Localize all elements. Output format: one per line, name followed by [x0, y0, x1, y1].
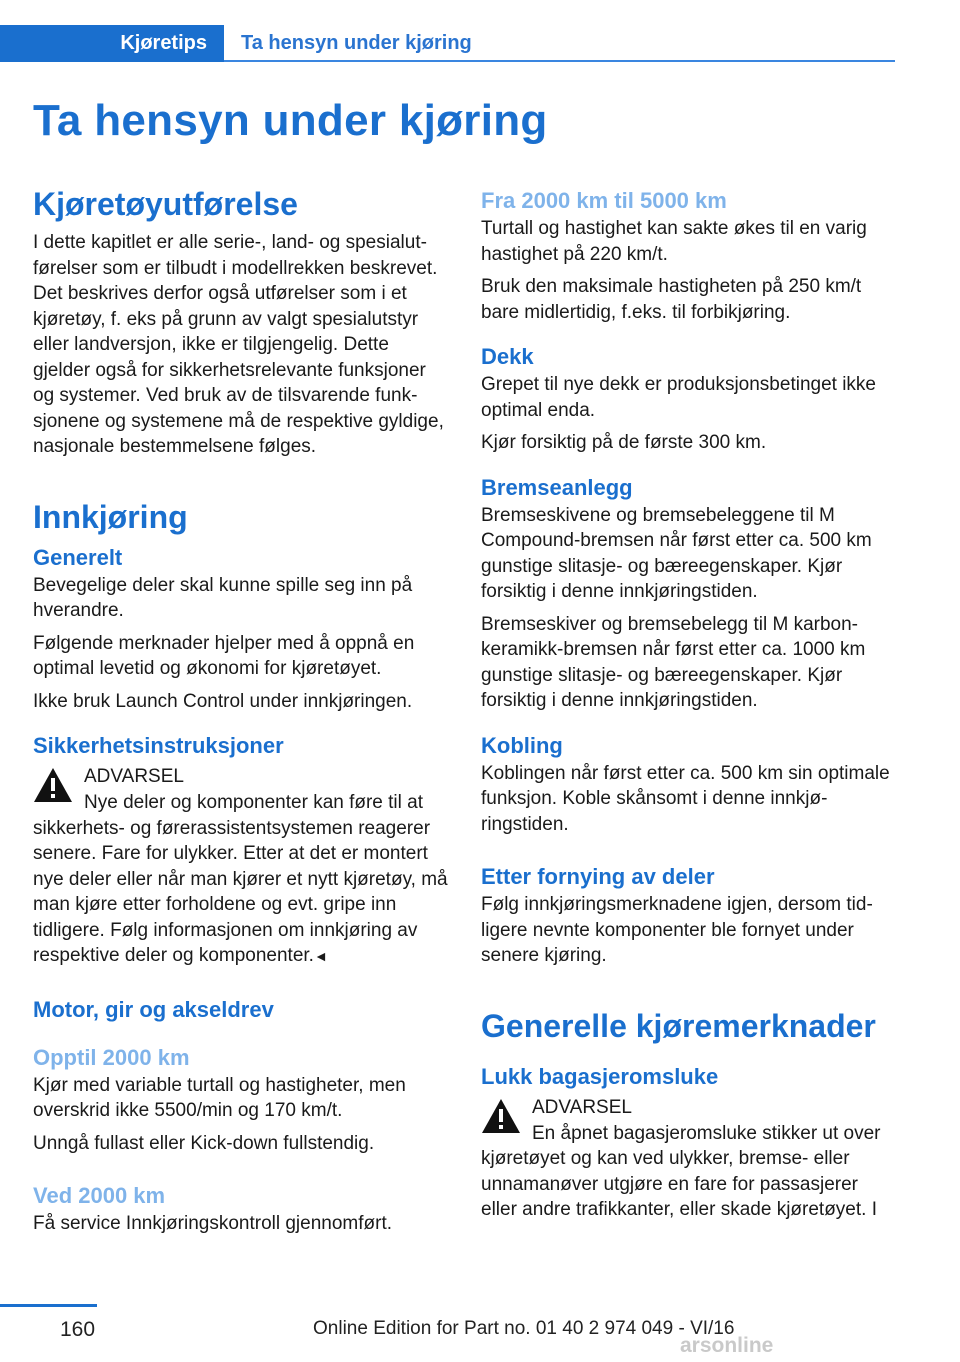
warning-text-first: Nye deler og komponenter kan føre til at: [84, 792, 424, 813]
edition-footer: Online Edition for Part no. 01 40 2 974 049 - VI/16: [313, 1318, 735, 1339]
tab-underline: [224, 60, 895, 62]
at-2000-text: Få service Innkjøringskontroll gjennomført.: [33, 1213, 393, 1234]
brakes-text-2: Bremseskiver og bremsebelegg til M karbonkeramikk-bremsen når først etter ca. 1000 km gunstige slitasje- og bæreegenskaper. Kjør forsiktig i denne innkjøringstiden.: [481, 613, 866, 711]
subheading-clutch: Kobling: [481, 732, 563, 758]
warning-box-tailgate: [481, 1095, 899, 1223]
warning-text-rest: sikkerhets- og førerassistentsystemen reagerer senere. Fare for ulykker. Etter at det er montert nye deler eller når man kjører et nytt kjøretøy, må man kjøre etter forholdene og evt. gripe inn tidligere. Følg informasjonen om innkjøring av respektive deler og komponenter.: [33, 817, 448, 966]
clutch-text: Koblingen når først etter ca. 500 km sin optimale funksjon. Koble skånsomt i denne innkjøringstiden.: [481, 762, 890, 835]
subheading-engine: Motor, gir og akseldrev: [33, 996, 274, 1022]
subheading-general: Generelt: [33, 544, 123, 570]
subheading-after-replacement: Etter fornying av deler: [481, 864, 715, 889]
general-text-1: Bevegelige deler skal kunne spille seg inn på hverandre.: [33, 574, 413, 621]
right-column: [481, 186, 899, 1230]
warning-icon: [33, 767, 73, 803]
subheading-up-to-2000: Opptil 2000 km: [33, 1044, 190, 1070]
section-tab-label: Ta hensyn under kjøring: [241, 32, 472, 54]
warning-box: [33, 764, 451, 970]
tires-text-2: Kjør forsiktig på de første 300 km.: [481, 432, 767, 453]
warning-label: ADVARSEL: [84, 766, 184, 787]
watermark: arsonline: [680, 1334, 774, 1357]
header-tabs: [0, 25, 895, 62]
chapter-tab-label: Kjøretips: [120, 32, 207, 54]
end-mark: ◄: [313, 948, 328, 964]
subheading-safety: Sikkerhetsinstruksjoner: [33, 733, 284, 758]
chapter-tab[interactable]: [0, 25, 224, 62]
up-to-2000-text-2: Unngå fullast eller Kick-down fullstendig.: [33, 1132, 375, 1154]
section-title-vehicle-version: Kjøretøyutførelse: [33, 186, 298, 222]
after-replacement-text: Følg innkjøringsmerknadene igjen, dersom tidligere nevnte komponenter ble fornyet under senere kjøring.: [481, 894, 873, 966]
subheading-close-tailgate: Lukk bagasjeromsluke: [481, 1063, 719, 1089]
subheading-tires: Dekk: [481, 344, 534, 369]
vehicle-version-text: I dette kapitlet er alle serie-, land- og spesialutførelser som er tilbudt i modellrekken beskrevet. Det beskrives derfor også utførelser som i et kjøretøy, f. eks på grunn av valgt spesialutstyr eller landversjon, ikke er tilgjengelig. Dette gjelder også for sikkerhetsrelevante funksjoner og systemer. Ved bruk av de tilsvarende funksjonene og systemene må de respektive gyldige, nasjonale bestemmelsene følges.: [33, 232, 444, 457]
left-column: [33, 184, 451, 1244]
up-to-2000-text-1: Kjør med variable turtall og hastigheter, men overskrid ikke 5500/min og 170 km/t.: [33, 1074, 406, 1121]
general-text-3: Ikke bruk Launch Control under innkjøringen.: [33, 690, 413, 712]
2000-5000-text-1: Turtall og hastighet kan sakte økes til en varig hastighet på 220 km/t.: [481, 218, 867, 265]
subheading-brakes: Bremseanlegg: [481, 474, 633, 500]
section-title-general-driving-notes: Generelle kjøremerknader: [481, 1007, 876, 1044]
subheading-at-2000: Ved 2000 km: [33, 1183, 166, 1208]
subheading-2000-5000: Fra 2000 km til 5000 km: [481, 188, 727, 213]
page-number-rule: [0, 1304, 97, 1307]
section-tab[interactable]: [241, 25, 472, 62]
warning-label-tailgate: ADVARSEL: [532, 1096, 632, 1118]
tires-text-1: Grepet til nye dekk er produksjonsbetinget ikke optimal enda.: [481, 374, 876, 421]
page-number: 160: [60, 1318, 96, 1341]
tailgate-warning-text: kjøretøyet og kan ved ulykker, bremse- eller unnamanøver utgjøre en fare for passasjerer eller andre trafikkanter, eller skade kjøretøyet. I: [481, 1148, 877, 1220]
tailgate-warning-first: En åpnet bagasjeromsluke stikker ut over: [532, 1122, 881, 1144]
2000-5000-text-2: Bruk den maksimale hastigheten på 250 km/t bare midlertidig, f.eks. til forbikjøring.: [481, 276, 862, 323]
section-title-running-in: Innkjøring: [33, 498, 188, 535]
page-title: Ta hensyn under kjøring: [33, 96, 548, 145]
general-text-2: Følgende merknader hjelper med å oppnå en optimal levetid og økonomi for kjøretøyet.: [33, 632, 415, 679]
brakes-text-1: Bremseskivene og bremsebeleggene til M Compound-bremsen når først etter ca. 500 km gunstige slitasje- og bæreegenskaper. Kjør forsiktig i denne innkjøringstiden.: [481, 504, 872, 602]
warning-icon: [481, 1098, 521, 1134]
warning-text: [33, 816, 451, 970]
